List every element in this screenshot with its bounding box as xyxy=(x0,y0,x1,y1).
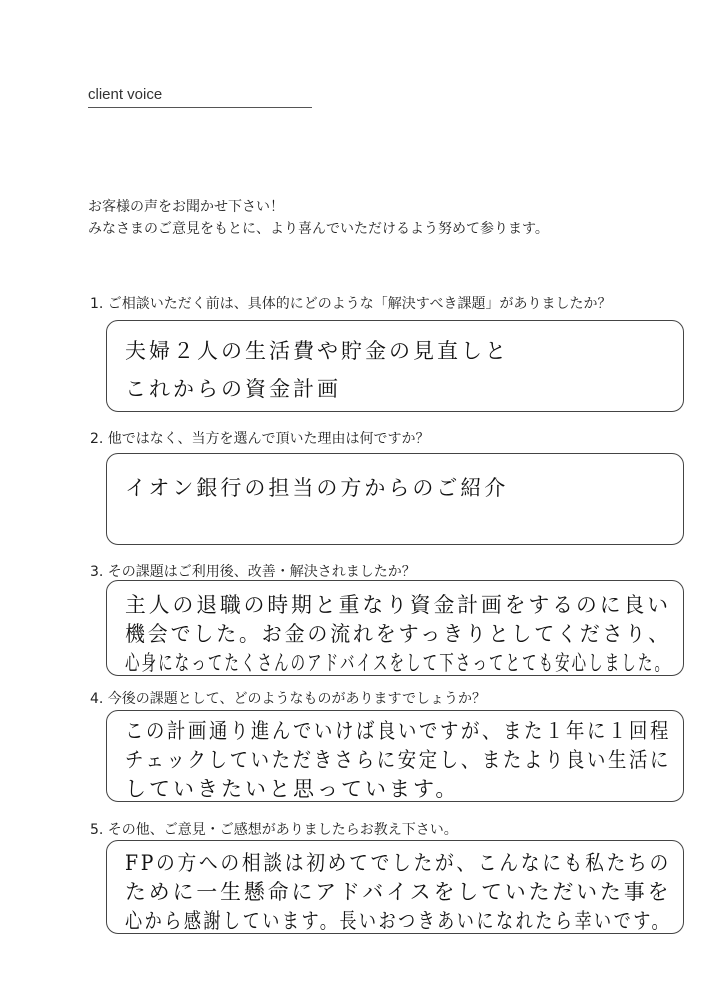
question-3-label: 3. その課題はご利用後、改善・解決されましたか？ xyxy=(90,564,416,580)
answer-5-line-1: FPの方への相談は初めてでしたが、こんなにも私たちの xyxy=(125,851,671,875)
answer-4-line-2: チェックしていただきさらに安定し、またより良い生活に xyxy=(125,748,672,772)
answer-3-line-2: 機会でした。お金の流れをすっきりとしてくださり、 xyxy=(125,622,672,646)
header-title: client voice xyxy=(88,86,163,103)
answer-box-2 xyxy=(106,453,684,545)
answer-3-line-1: 主人の退職の時期と重なり資金計画をするのに良い xyxy=(125,593,671,617)
answer-2-line-1: イオン銀行の担当の方からのご紹介 xyxy=(125,476,509,500)
question-1-label: 1. ご相談いただく前は、具体的にどのような「解決すべき課題」がありましたか？ xyxy=(90,296,612,312)
intro-line-2: みなさまのご意見をもとに、より喜んでいただけるよう努めて参ります。 xyxy=(88,221,549,237)
answer-box-3 xyxy=(106,580,684,676)
answer-1-line-1: 夫婦２人の生活費や貯金の見直しと xyxy=(125,339,509,363)
header xyxy=(88,84,312,108)
answer-4-line-1: この計画通り進んでいけば良いですが、また１年に１回程 xyxy=(125,719,671,743)
answer-4-line-3: していきたいと思っています。 xyxy=(125,777,460,801)
question-2-label: 2. 他ではなく、当方を選んで頂いた理由は何ですか？ xyxy=(90,431,430,447)
answer-box-5 xyxy=(106,840,684,934)
answer-5-line-3: 心から感謝しています。長いおつきあいになれたら幸いです。 xyxy=(125,909,672,933)
answer-3-line-3: 心身になってたくさんのアドバイスをして下さってとても安心しました。 xyxy=(125,651,672,675)
intro-line-1: お客様の声をお聞かせ下さい！ xyxy=(88,199,284,215)
intro xyxy=(88,196,549,240)
answer-5-line-2: ために一生懸命にアドバイスをしていただいた事を xyxy=(125,880,672,904)
answer-box-1 xyxy=(106,320,684,412)
question-5-label: 5. その他、ご意見・ご感想がありましたらお教え下さい。 xyxy=(90,822,458,838)
question-4-label: 4. 今後の課題として、どのようなものがありますでしょうか？ xyxy=(90,691,486,707)
answer-1-line-2: これからの資金計画 xyxy=(125,377,341,401)
answer-box-4 xyxy=(106,710,684,802)
